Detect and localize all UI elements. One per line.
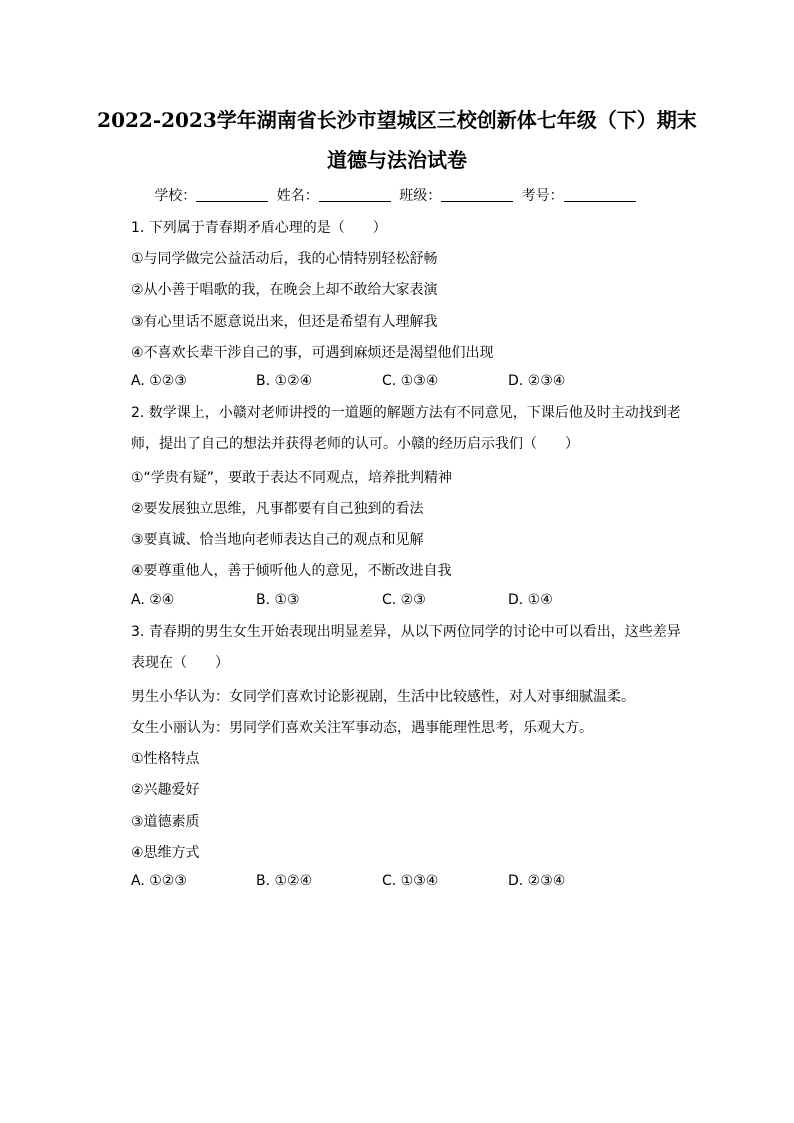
q1-item-3: ③有心里话不愿意说出来，但还是希望有人理解我 xyxy=(131,314,438,330)
q1-stem: 1. 下列属于青春期矛盾心理的是（ ） xyxy=(131,220,387,236)
q3-stem: 3. 青春期的男生女生开始表现出明显差异，从以下两位同学的讨论中可以看出，这些差异表现在（ ） xyxy=(131,624,681,671)
q3-item-2: ②兴趣爱好 xyxy=(131,782,200,798)
q1-option-b[interactable]: B. ①②④ xyxy=(256,373,313,389)
student-info-line xyxy=(0,185,794,205)
q3-statement-1: 男生小华认为：女同学们喜欢讨论影视剧，生活中比较感性，对人对事细腻温柔。 xyxy=(131,689,635,705)
q1-item-1: ①与同学做完公益活动后，我的心情特别轻松舒畅 xyxy=(131,251,438,267)
q2-item-1: ①“学贵有疑”，要敢于表达不同观点，培养批判精神 xyxy=(131,470,453,486)
q1-option-a[interactable]: A. ①②③ xyxy=(131,373,187,389)
q2-stem: 2. 数学课上，小赣对老师讲授的一道题的解题方法有不同意见，下课后他及时主动找到老师，提出了自己的想法并获得老师的认可。小赣的经历启示我们（ ） xyxy=(131,405,681,452)
class-blank[interactable] xyxy=(441,187,513,202)
q3-option-d[interactable]: D. ②③④ xyxy=(508,873,566,889)
q1-item-2: ②从小善于唱歌的我，在晚会上却不敢给大家表演 xyxy=(131,282,438,298)
school-blank[interactable] xyxy=(196,187,268,202)
q2-option-a[interactable]: A. ②④ xyxy=(131,592,175,608)
name-label: 姓名： xyxy=(276,188,319,204)
q2-item-3: ③要真诚、恰当地向老师表达自己的观点和见解 xyxy=(131,532,424,548)
exam-title: 2022-2023学年湖南省长沙市望城区三校创新体七年级（下）期末道德与法治试卷 xyxy=(97,108,697,172)
q2-option-b[interactable]: B. ①③ xyxy=(256,592,300,608)
q3-option-c[interactable]: C. ①③④ xyxy=(382,873,439,889)
q3-item-3: ③道德素质 xyxy=(131,814,200,830)
q2-option-d[interactable]: D. ①④ xyxy=(508,592,553,608)
q3-option-a[interactable]: A. ①②③ xyxy=(131,873,187,889)
q3-item-4: ④思维方式 xyxy=(131,845,200,861)
q3-item-1: ①性格特点 xyxy=(131,751,200,767)
name-blank[interactable] xyxy=(319,187,391,202)
q1-item-4: ④不喜欢长辈干涉自己的事，可遇到麻烦还是渴望他们出现 xyxy=(131,345,494,361)
exam-no-blank[interactable] xyxy=(564,187,636,202)
school-label: 学校： xyxy=(154,188,197,204)
q2-item-2: ②要发展独立思维，凡事都要有自己独到的看法 xyxy=(131,501,424,517)
q3-option-b[interactable]: B. ①②④ xyxy=(256,873,313,889)
q2-item-4: ④要尊重他人，善于倾听他人的意见，不断改进自我 xyxy=(131,563,452,579)
class-label: 班级： xyxy=(399,188,442,204)
q1-option-c[interactable]: C. ①③④ xyxy=(382,373,439,389)
exam-no-label: 考号： xyxy=(521,188,564,204)
q3-statement-2: 女生小丽认为：男同学们喜欢关注军事动态，遇事能理性思考，乐观大方。 xyxy=(131,720,593,736)
q1-option-d[interactable]: D. ②③④ xyxy=(508,373,566,389)
q2-option-c[interactable]: C. ②③ xyxy=(382,592,426,608)
